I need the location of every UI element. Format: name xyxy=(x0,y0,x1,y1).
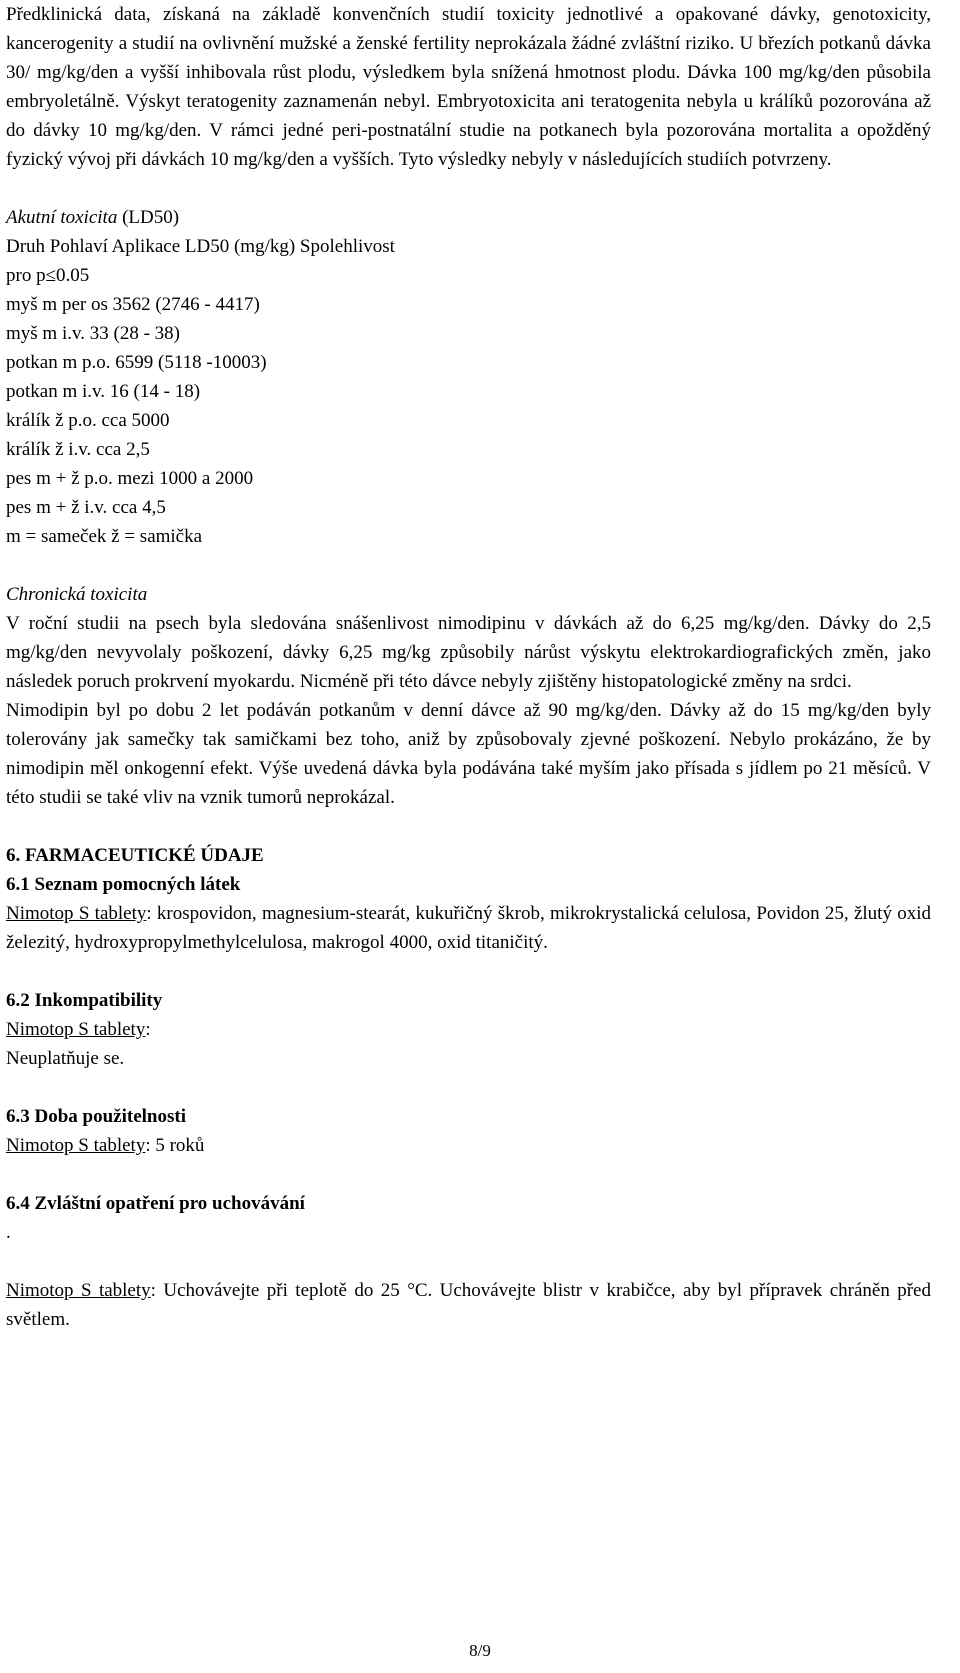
acute-reliability: pro p≤0.05 xyxy=(6,265,90,286)
table-row: pes m + ž p.o. mezi 1000 a 2000 xyxy=(6,468,254,489)
section-6-title: 6. FARMACEUTICKÉ ÚDAJE xyxy=(6,845,264,866)
section-6-2-product xyxy=(6,1015,931,1044)
section-6-3-heading: 6.3 Doba použitelnosti xyxy=(6,1106,186,1127)
excipients-list: : krospovidon, magnesium-stearát, kukuřičný škrob, mikrokrystalická celulosa, Povidon 25, žlutý oxid železitý, hydroxypropylmethylcelulosa, makrogol 4000, oxid titaničitý. xyxy=(6,903,931,953)
product-name: Nimotop S tablety xyxy=(6,1019,146,1040)
acute-table-header: Druh Pohlaví Aplikace LD50 (mg/kg) Spolehlivost xyxy=(6,236,395,257)
storage-instructions: : Uchovávejte při teplotě do 25 °C. Uchovávejte blistr v krabičce, aby byl přípravek chráněn před světlem. xyxy=(6,1280,931,1330)
chronic-paragraph-rats: Nimodipin byl po dobu 2 let podáván potkanům v denní dávce až 90 mg/kg/den. Dávky až do 15 mg/kg/den byly tolerovány jak samečky tak samičkami bez toho, aniž by způsobovaly zjevné poškození. Nebylo prokázáno, že by nimodipin měl onkogenní efekt. Výše uvedená dávka byla podávána také myším jako přísada s jídlem po 21 měsíců. V této studii se také vliv na vznik tumorů neprokázal. xyxy=(6,700,931,808)
shelf-life: : 5 roků xyxy=(145,1135,205,1156)
table-row: potkan m i.v. 16 (14 - 18) xyxy=(6,381,201,402)
section-6-4-heading: 6.4 Zvláštní opatření pro uchovávání xyxy=(6,1193,305,1214)
page-number: 8/9 xyxy=(469,1641,491,1660)
colon: : xyxy=(145,1019,151,1040)
acute-toxicity-heading xyxy=(6,203,931,232)
acute-toxicity-section xyxy=(6,203,931,551)
page-content xyxy=(6,0,931,1334)
section-6 xyxy=(6,841,931,1334)
chronic-toxicity-heading: Chronická toxicita xyxy=(6,584,148,605)
acute-heading-rest: (LD50) xyxy=(117,207,180,228)
acute-table-rows xyxy=(6,290,931,522)
table-row: myš m per os 3562 (2746 - 4417) xyxy=(6,294,260,315)
chronic-toxicity-section xyxy=(6,580,931,812)
section-6-1-text xyxy=(6,899,931,957)
section-6-2-heading: 6.2 Inkompatibility xyxy=(6,990,163,1011)
section-6-4-dot: . xyxy=(6,1222,11,1243)
product-name: Nimotop S tablety xyxy=(6,1135,146,1156)
section-6-3-text xyxy=(6,1131,931,1160)
acute-legend: m = sameček ž = samička xyxy=(6,526,203,547)
table-row: králík ž i.v. cca 2,5 xyxy=(6,439,150,460)
section-6-2-text: Neuplatňuje se. xyxy=(6,1048,125,1069)
product-name: Nimotop S tablety xyxy=(6,903,147,924)
acute-heading-italic: Akutní toxicita xyxy=(6,207,118,228)
table-row: myš m i.v. 33 (28 - 38) xyxy=(6,323,180,344)
table-row: pes m + ž i.v. cca 4,5 xyxy=(6,497,166,518)
intro-paragraph: Předklinická data, získaná na základě konvenčních studií toxicity jednotlivé a opakované dávky, genotoxicity, kancerogenity a studií na ovlivnění mužské a ženské fertility neprokázala žádné zvláštní riziko. U březích potkanů dávka 30/ mg/kg/den a vyšší inhibovala růst plodu, výsledkem byla snížená hmotnost plodu. Dávka 100 mg/kg/den působila embryoletálně. Výskyt teratogenity zaznamenán nebyl. Embryotoxicita ani teratogenita nebyla u králíků pozorována až do dávky 10 mg/kg/den. V rámci jedné peri-postnatální studie na potkanech byla pozorována mortalita a opožděný fyzický vývoj při dávkách 10 mg/kg/den a vyšších. Tyto výsledky nebyly v následujících studiích potvrzeny. xyxy=(6,4,931,170)
product-name: Nimotop S tablety xyxy=(6,1280,151,1301)
section-6-1-heading: 6.1 Seznam pomocných látek xyxy=(6,874,241,895)
table-row: potkan m p.o. 6599 (5118 -10003) xyxy=(6,352,267,373)
table-row: králík ž p.o. cca 5000 xyxy=(6,410,170,431)
section-6-4-text xyxy=(6,1276,931,1334)
chronic-paragraph-dogs: V roční studii na psech byla sledována snášenlivost nimodipinu v dávkách až do 6,25 mg/kg/den. Dávky do 2,5 mg/kg/den nevyvolaly poškození, dávky 6,25 mg/kg způsobily nárůst výskytu elektrokardiografických změn, jako následek poruch prokrvení myokardu. Nicméně při této dávce nebyly zjištěny histopatologické změny na srdci. xyxy=(6,613,931,692)
